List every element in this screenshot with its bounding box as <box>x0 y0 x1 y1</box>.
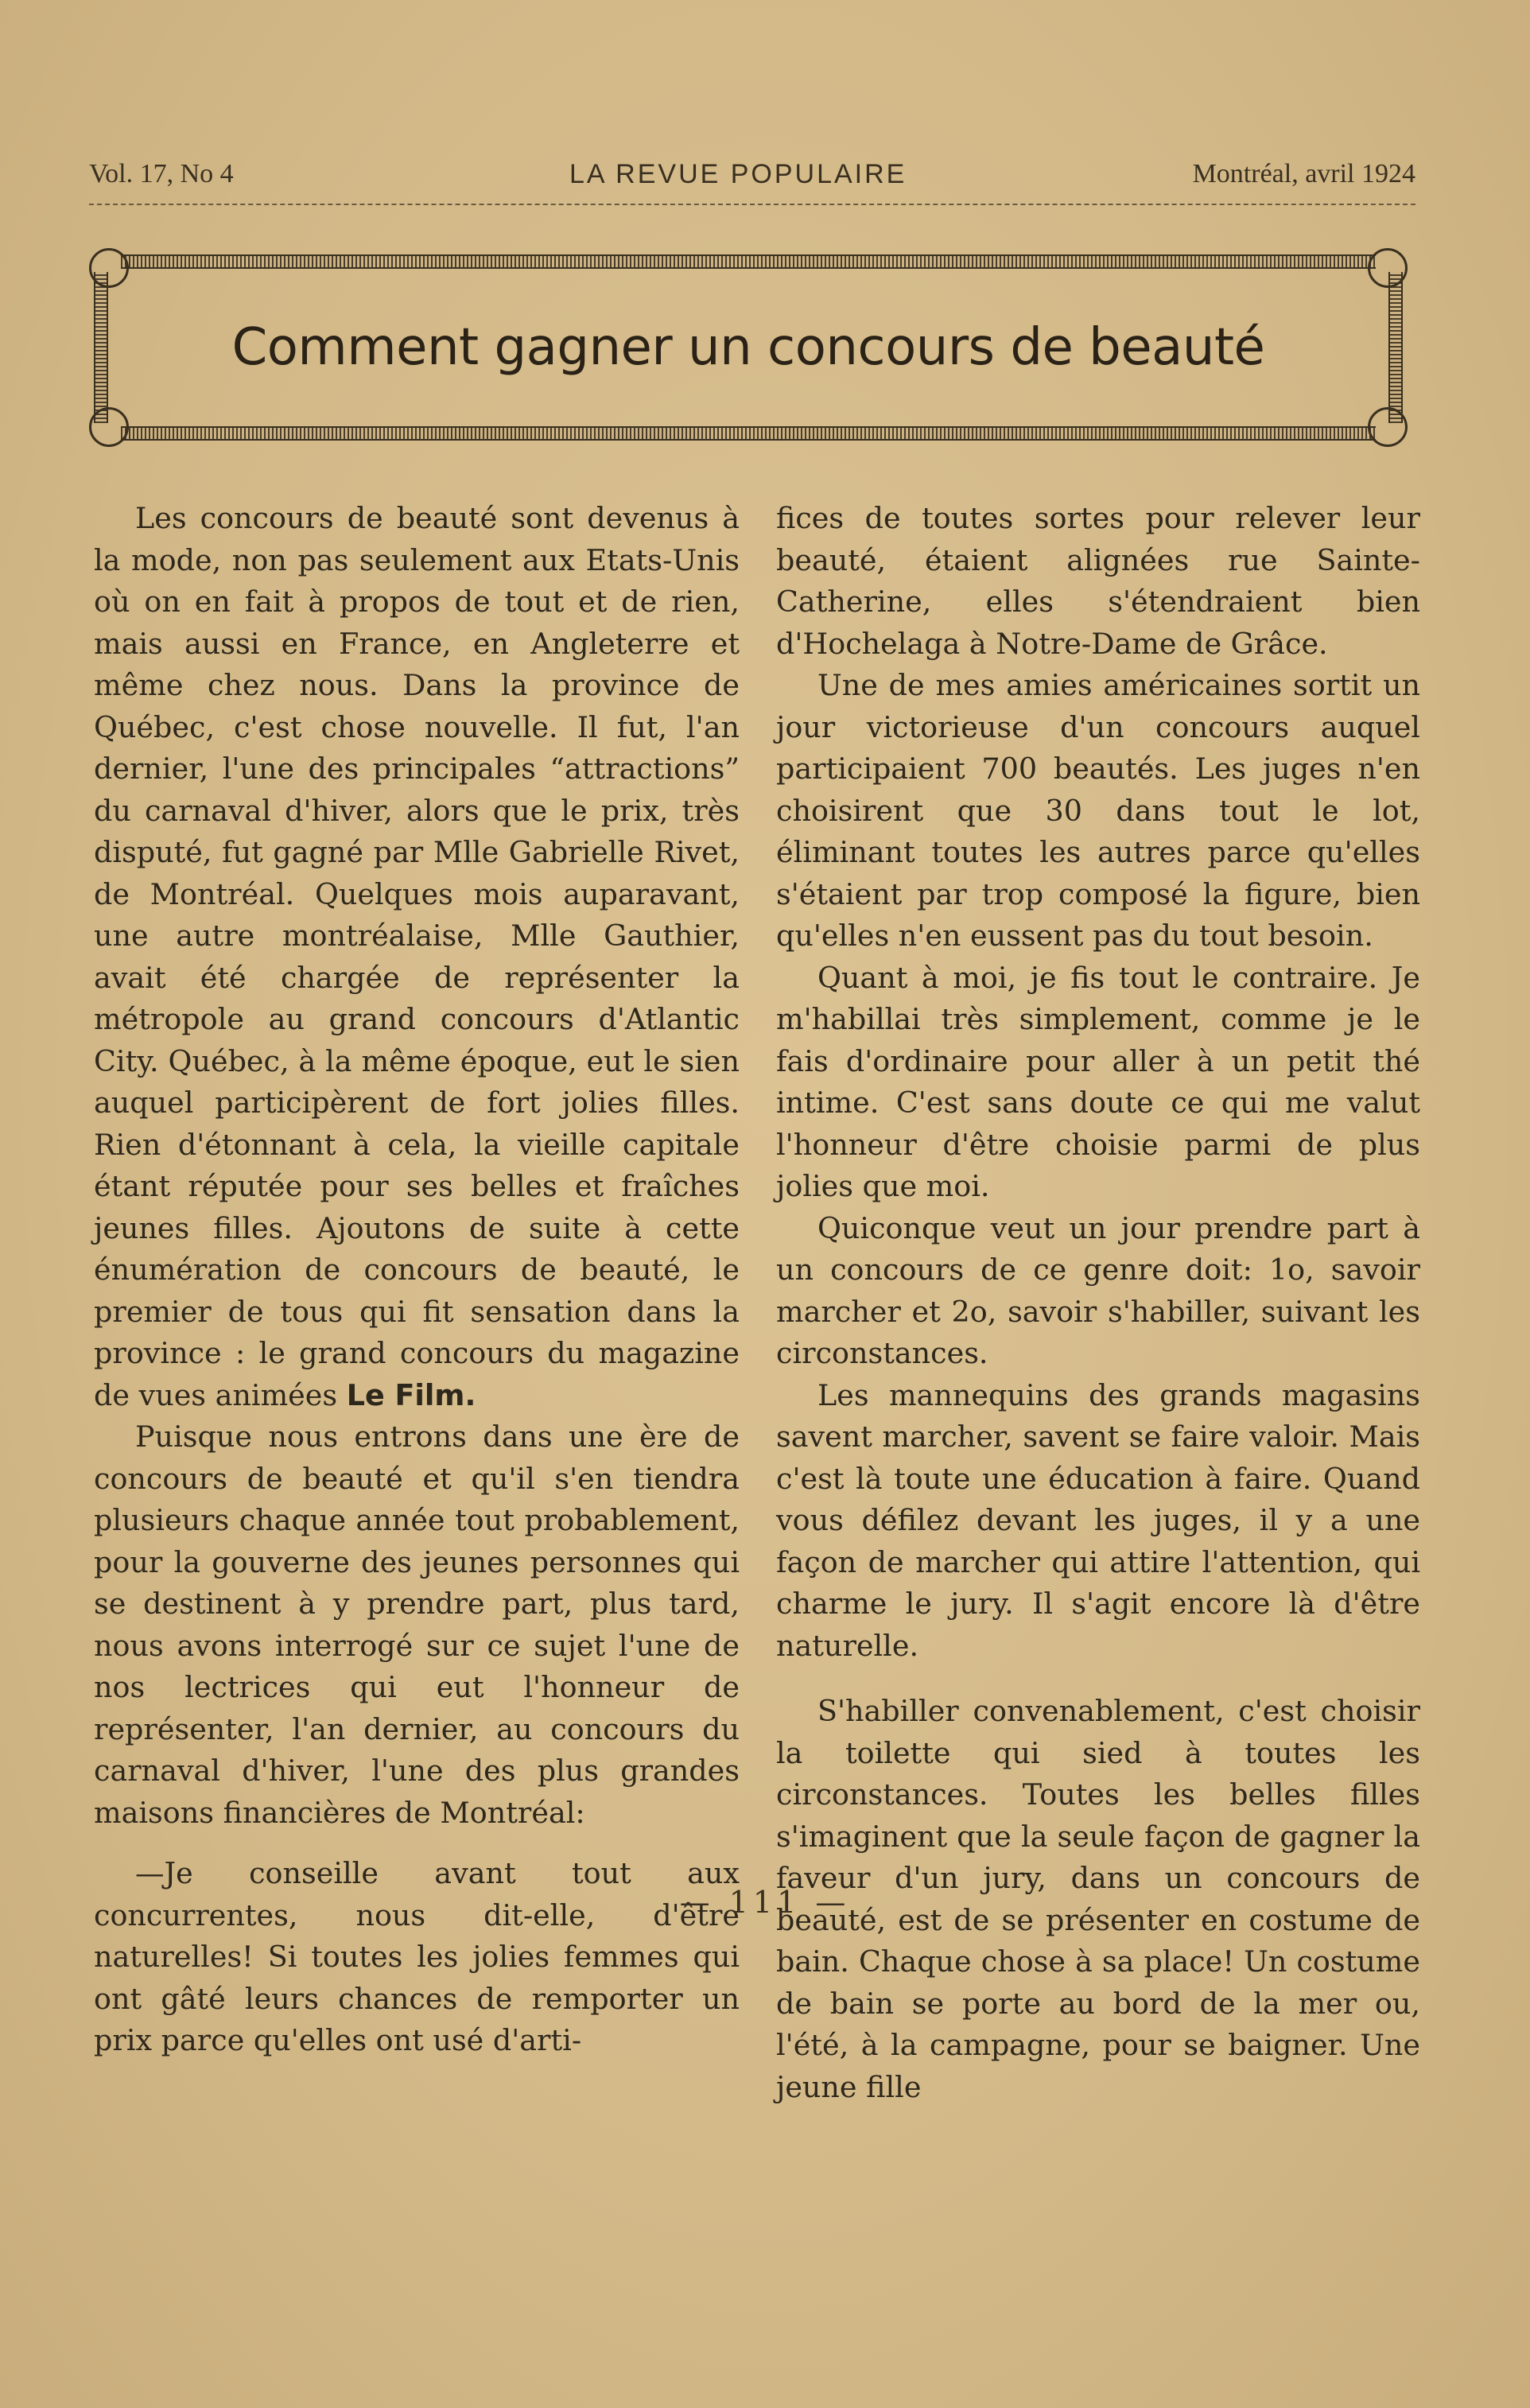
frame-corner-ornament <box>1368 248 1408 288</box>
issue-date: Montréal, avril 1924 <box>1192 159 1415 188</box>
magazine-name: LA REVUE POPULAIRE <box>569 159 907 189</box>
paragraph-text: Les concours de beauté sont devenus à la mode, non pas seulement aux Etats-Unis où on en fait à propos de tout et de rien, mais aussi en France, en Angleterre et même chez nous. Dans la province de Québec, c'est chose nouvelle. Il fut, l'an dernier, l'une des principales “attractions” du carnaval d'hiver, alors que le prix, très disputé, fut gagné par Mlle Gabrielle Rivet, de Montréal. Quelques mois auparavant, une autre montréalaise, Mlle Gauthier, avait été chargée de représenter la métropole au grand concours d'Atlantic City. Québec, à la même époque, eut le sien auquel participèrent de fort jolies filles. Rien d'étonnant à cela, la vieille capitale étant réputée pour ses belles et fraîches jeunes filles. Ajoutons de suite à cette énumération de concours de beauté, le premier de tous qui fit sensation dans la province : le grand concours du magazine de vues animées <box>94 501 740 1412</box>
frame-corner-ornament <box>89 407 129 447</box>
left-column <box>94 498 740 2062</box>
article-title: Comment gagner un concours de beauté <box>231 318 1265 377</box>
header-rule <box>89 204 1415 205</box>
page-number: — 111 — <box>679 1885 851 1920</box>
title-frame <box>89 248 1408 447</box>
frame-corner-ornament <box>1368 407 1408 447</box>
frame-border-bottom <box>121 426 1376 441</box>
paragraph: Quiconque veut un jour prendre part à un concours de ce genre doit: 1o, savoir marcher et 2o, savoir s'habiller, suivant les circonstances. <box>776 1210 1420 1370</box>
quote-paragraph: —Je conseille avant tout aux concurrentes, nous dit-elle, d'être naturelles! Si toutes les jolies femmes qui ont gâté leurs chances de remporter un prix parce qu'elles ont usé d'arti- <box>94 1856 740 2057</box>
frame-border-top <box>121 254 1376 269</box>
right-column <box>776 498 1420 2108</box>
paragraph: Quant à moi, je fis tout le contraire. Je m'habillai très simplement, comme je le fais d'ordinaire pour aller à un petit thé intime. C'est sans doute ce qui me valut l'honneur d'être choisie parmi de plus jolies que moi. <box>776 960 1420 1203</box>
paragraph: Puisque nous entrons dans une ère de concours de beauté et qu'il s'en tiendra plusieurs chaque année tout probablement, pour la gouverne des jeunes personnes qui se destinent à y prendre part, plus tard, nous avons interrogé sur ce sujet l'une de nos lectrices qui eut l'honneur de représenter, l'an dernier, au concours du carnaval d'hiver, l'une des plus grandes maisons financières de Montréal: <box>94 1420 740 1830</box>
page-header <box>89 159 1415 207</box>
frame-corner-ornament <box>89 248 129 288</box>
paragraph: fices de toutes sortes pour relever leur beauté, étaient alignées rue Sainte-Catherine, elles s'étendraient bien d'Hochelaga à Notre-Dame de Grâce. <box>776 501 1420 661</box>
paragraph <box>94 498 740 1416</box>
volume-label: Vol. 17, No 4 <box>89 159 234 188</box>
magazine-reference: Le Film. <box>346 1377 476 1412</box>
paragraph: Une de mes amies américaines sortit un jour victorieuse d'un concours auquel participaient 700 beautés. Les juges n'en choisirent que 30 dans tout le lot, éliminant toutes les autres parce qu'elles s'étaient par trop composé la figure, bien qu'elles n'en eussent pas du tout besoin. <box>776 668 1420 953</box>
paragraph: Les mannequins des grands magasins savent marcher, savent se faire valoir. Mais c'est là toute une éducation à faire. Quand vous défilez devant les juges, il y a une façon de marcher qui attire l'attention, qui charme le jury. Il s'agit encore là d'être naturelle. <box>776 1377 1420 1663</box>
paragraph: S'habiller convenablement, c'est choisir la toilette qui sied à toutes les circonstances. Toutes les belles filles s'imaginent que la seule façon de gagner la faveur d'un jury, dans un concours de beauté, est de se présenter en costume de bain. Chaque chose à sa place! Un costume de bain se porte au bord de la mer ou, l'été, à la campagne, pour se baigner. Une jeune fille <box>776 1694 1420 2104</box>
